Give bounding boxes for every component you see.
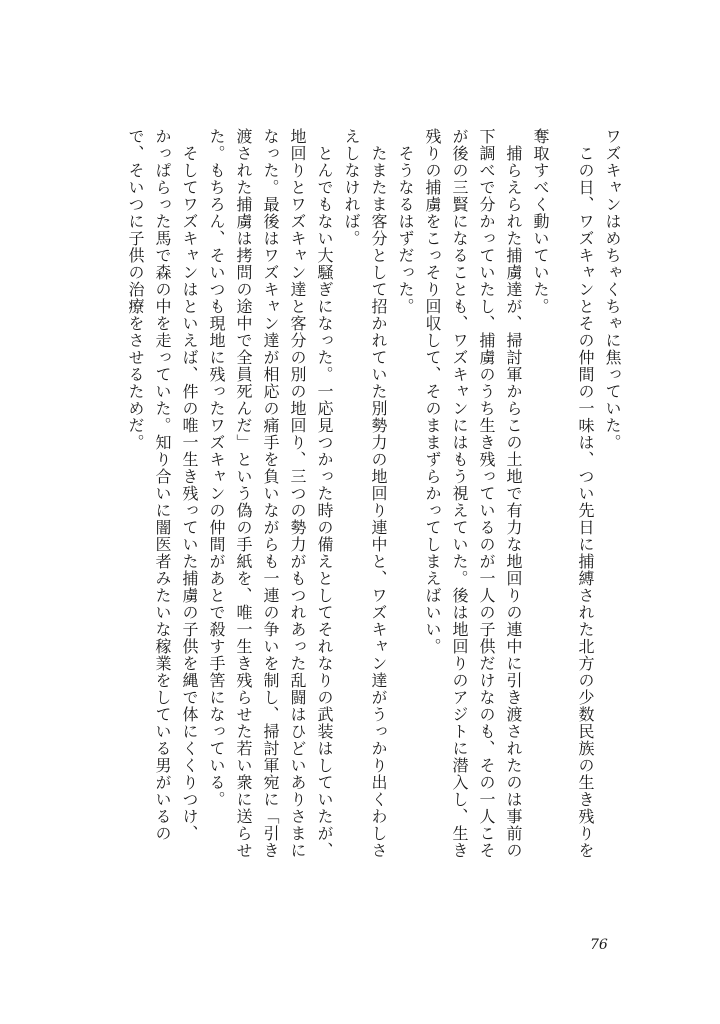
text-line: 残りの捕虜をこっそり回収して、そのままずらかってしまえばいい。 [423, 128, 442, 655]
text-line: たまたま客分として招かれていた別勢力の地回り連中と、ワズキャン達がうっかり出くわしさ [369, 128, 388, 859]
text-line: 渡された捕虜は拷問の途中で全員死んだ」という偽の手紙を、唯一生き残らせた若い衆に送らせ [234, 128, 253, 859]
text-line: が後の三賢になることも、ワズキャンにはもう視えていた。後は地回りのアジトに潜入し、生き [450, 128, 469, 859]
text-line: この日、ワズキャンとその仲間の一味は、つい先日に捕縛された北方の少数民族の生き残りを [576, 128, 595, 859]
text-line: 下調べで分かっていたし、捕虜のうち生き残っているのが一人の子供だけなのも、その一人こそ [477, 128, 496, 859]
text-line: とんでもない大騒ぎになった。一応見つかった時の備えとしてそれなりの武装はしていたが、 [315, 128, 334, 859]
text-line: 地回りとワズキャン達と客分の別の地回り、三つの勢力がもつれあった乱闘はひどいありさまに [288, 128, 307, 859]
chapter-heading: ワズキャンはめちゃくちゃに焦っていた。 [603, 128, 622, 451]
text-line: そしてワズキャンはといえば、件の唯一生き残っていた捕虜の子供を縄で体にくくりつけ、 [180, 128, 199, 842]
text-line: なった。最後はワズキャン達が相応の痛手を負いながらも一連の争いを制し、掃討軍宛に「引き [261, 128, 280, 859]
text-line: かっぱらった馬で森の中を走っていた。知り合いに闇医者みたいな稼業をしている男がいるの [153, 128, 172, 842]
text-line: そうなるはずだった。 [396, 128, 415, 315]
text-line: 奪取すべく動いていた。 [531, 128, 550, 315]
text-line: えしなければ。 [342, 128, 361, 247]
page-number: 76 [590, 937, 608, 953]
text-line: た。もちろん、そいつも現地に残ったワズキャンの仲間があとで殺す手筈になっている。 [207, 128, 226, 808]
text-line: 捕らえられた捕虜達が、掃討軍からこの土地で有力な地回りの連中に引き渡されたのは事前の [504, 128, 523, 859]
vertical-text-body [66, 128, 626, 898]
text-line: で、そいつに子供の治療をさせるためだ。 [126, 128, 145, 451]
